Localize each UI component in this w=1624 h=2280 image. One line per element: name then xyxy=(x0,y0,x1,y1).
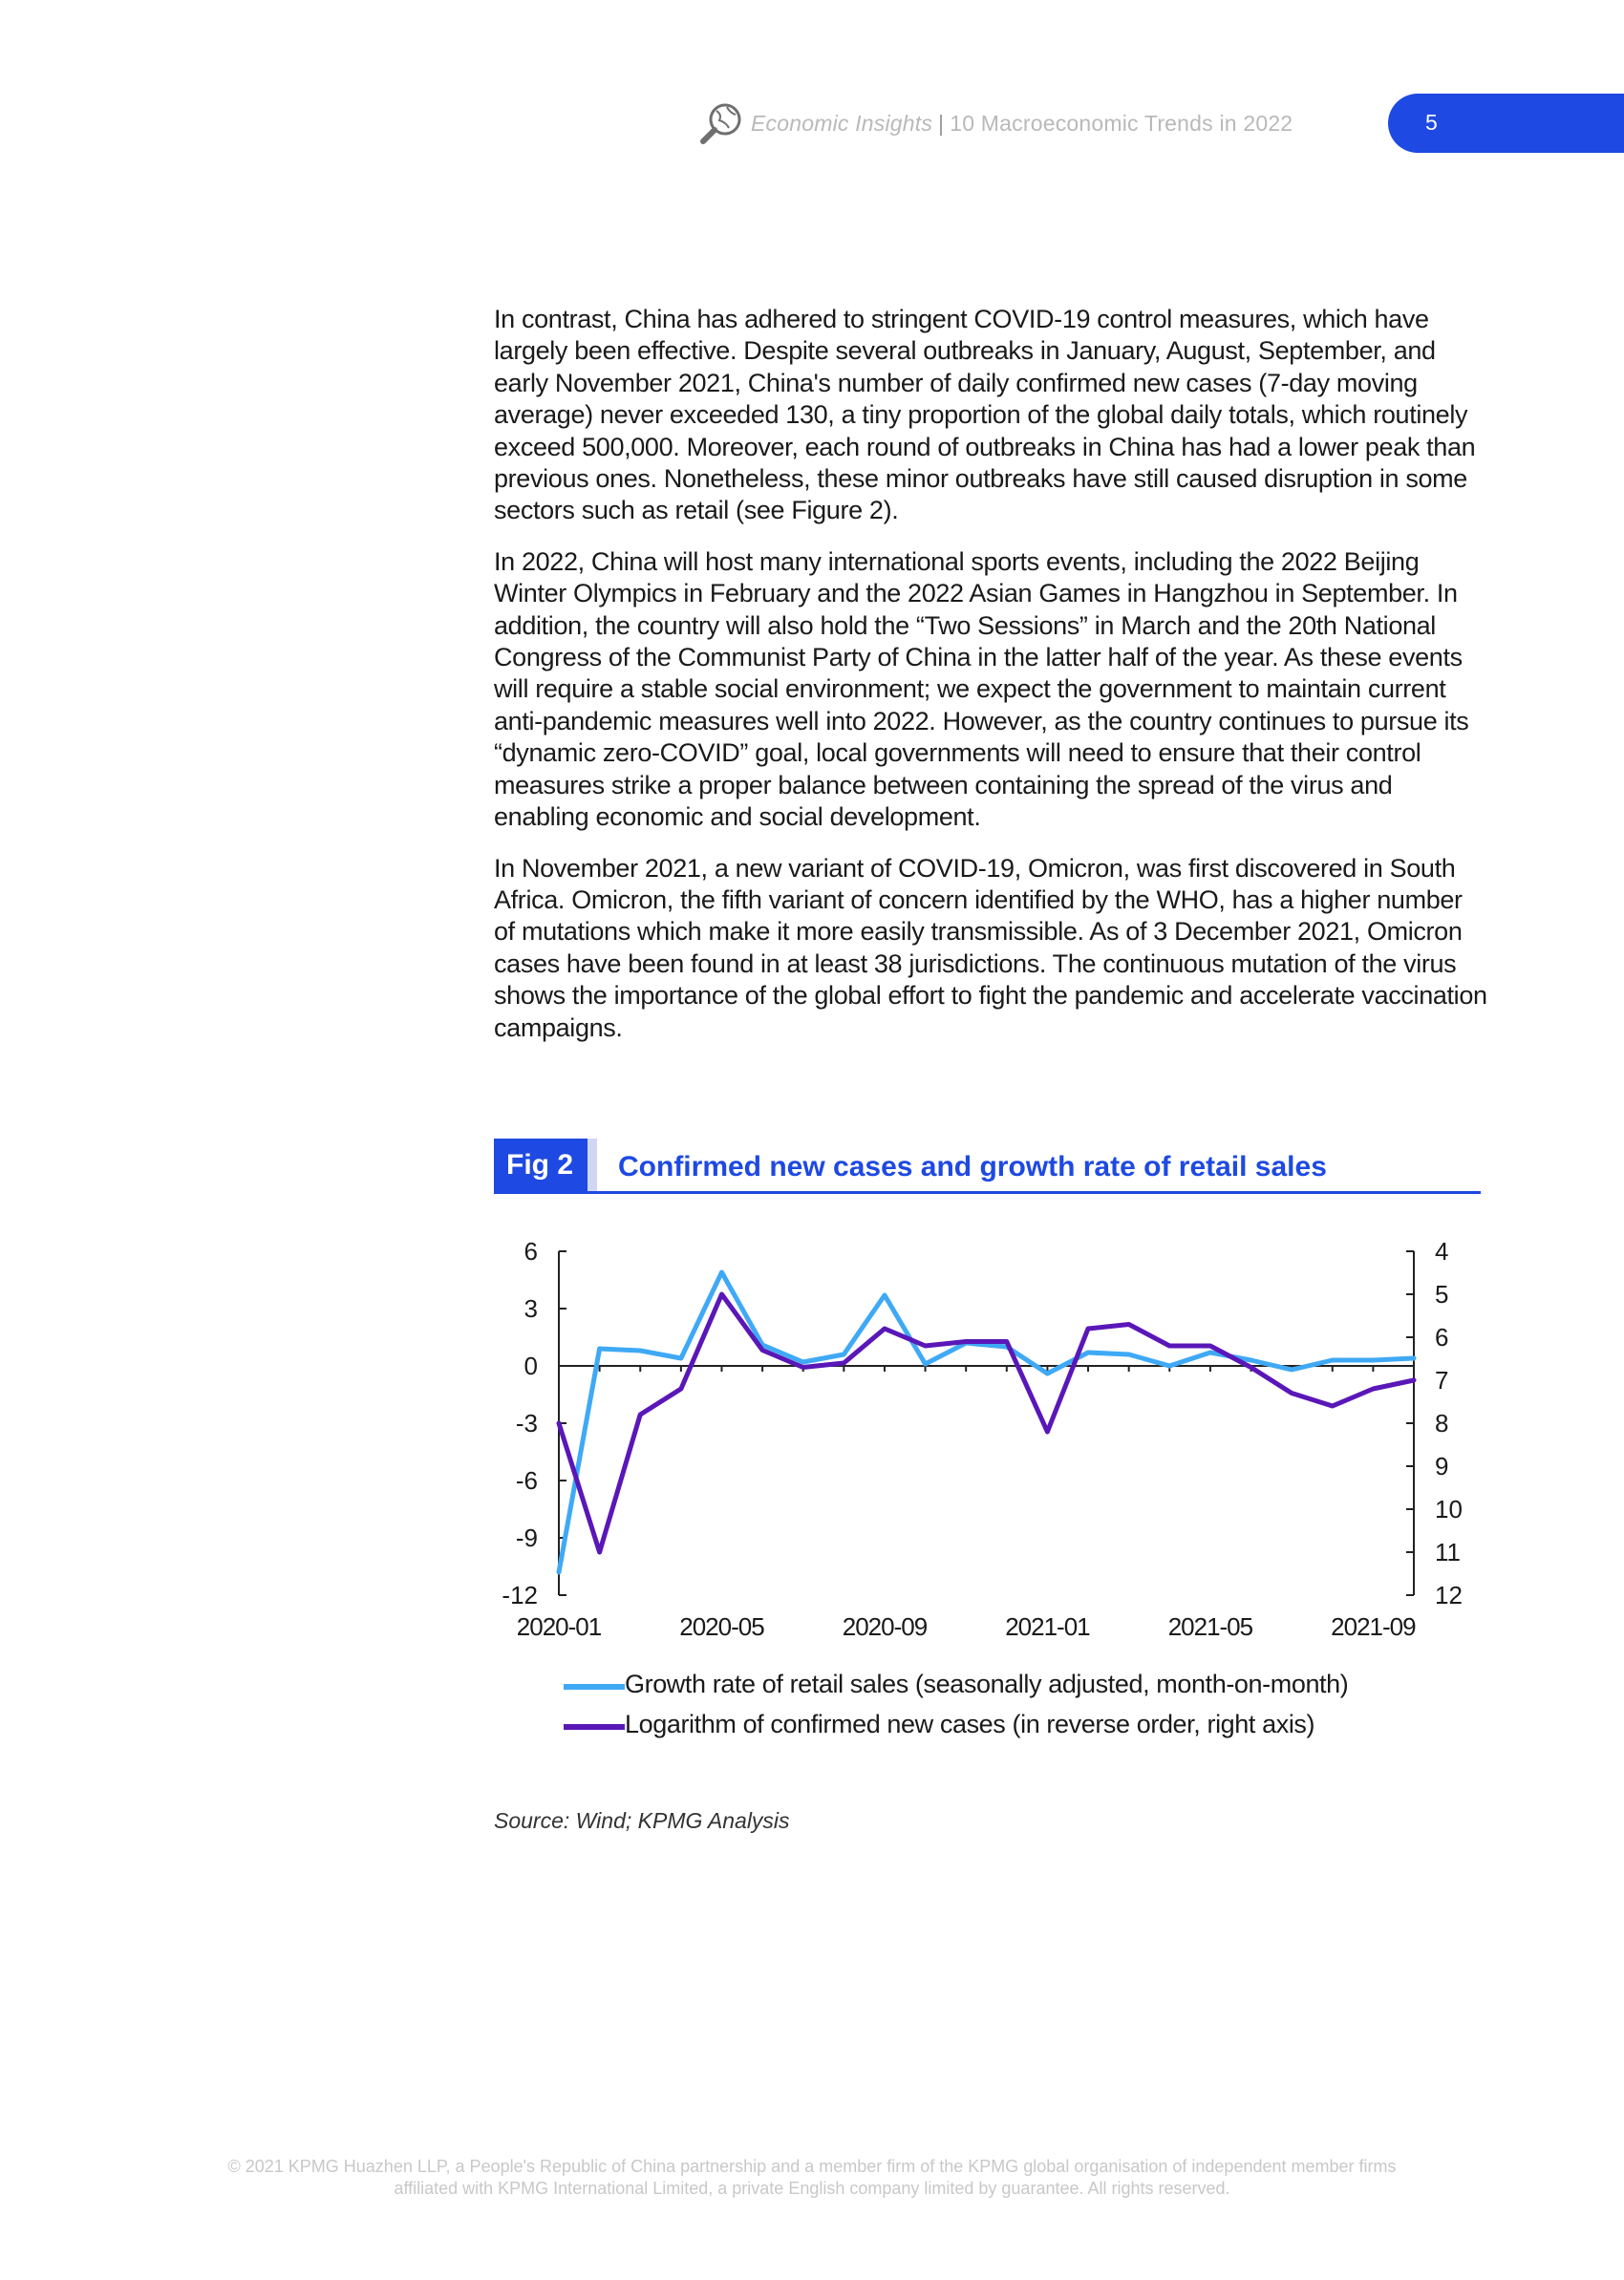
figure-rule xyxy=(494,1191,1481,1194)
paragraph: In contrast, China has adhered to stringent COVID-19 control measures, which have largely been effective. Despite several outbreaks in January, August, September, and early November 2021, China's number of daily confirmed new cases (7-day moving average) never exceeded 130, a tiny proportion of the global daily totals, which routinely exceed 500,000. Moreover, each round of outbreaks in China has had a lower peak than previous ones. Nonetheless, these minor outbreaks have still caused disruption in some sectors such as retail (see Figure 2). xyxy=(494,305,1476,525)
magnifier-globe-icon xyxy=(697,99,745,147)
figure-source: Source: Wind; KPMG Analysis xyxy=(494,1808,790,1833)
publication-name: Economic Insights xyxy=(751,111,933,136)
x-axis-tick-label: 2020-09 xyxy=(842,1612,928,1641)
legend-label: Growth rate of retail sales (seasonally adjusted, month-on-month) xyxy=(625,1670,1349,1698)
right-axis-tick-label: 11 xyxy=(1435,1538,1461,1566)
left-axis-tick-label: -3 xyxy=(515,1409,538,1438)
series-line xyxy=(559,1272,1414,1572)
page-footer xyxy=(0,2156,1624,2200)
right-axis-tick-label: 5 xyxy=(1435,1280,1449,1309)
left-axis-tick-label: 6 xyxy=(524,1237,538,1266)
legend-label: Logarithm of confirmed new cases (in reverse order, right axis) xyxy=(625,1710,1315,1738)
figure-title: Confirmed new cases and growth rate of retail sales xyxy=(618,1151,1327,1183)
page-number-badge xyxy=(1388,94,1624,153)
report-title: 10 Macroeconomic Trends in 2022 xyxy=(950,111,1293,136)
right-axis-tick-label: 6 xyxy=(1435,1323,1449,1352)
left-axis-tick-label: -9 xyxy=(515,1524,538,1552)
x-axis-tick-label: 2020-01 xyxy=(516,1612,602,1641)
right-axis-tick-label: 4 xyxy=(1435,1237,1449,1266)
header-text: Economic Insights | 10 Macroeconomic Trends in 2022 xyxy=(751,111,1293,136)
footer-line: affiliated with KPMG International Limited, a private English company limited by guarantee. All rights reserved. xyxy=(394,2179,1230,2198)
series-line xyxy=(559,1294,1414,1552)
left-axis-tick-label: 0 xyxy=(524,1352,538,1380)
footer-line: © 2021 KPMG Huazhen LLP, a People's Republic of China partnership and a member firm of the KPMG global organisation of independent member firms xyxy=(227,2157,1397,2176)
right-axis-tick-label: 9 xyxy=(1435,1452,1449,1481)
page-header xyxy=(688,94,1624,155)
figure-header xyxy=(494,1139,1481,1194)
legend-swatch xyxy=(564,1724,625,1730)
right-axis-tick-label: 10 xyxy=(1435,1495,1463,1524)
right-axis-tick-label: 8 xyxy=(1435,1409,1449,1438)
paragraph: In November 2021, a new variant of COVID-19, Omicron, was first discovered in South Africa. Omicron, the fifth variant of concern identified by the WHO, has a higher number of mutations which make it more easily transmissible. As of 3 December 2021, Omicron cases have been found in at least 38 jurisdictions. The continuous mutation of the virus shows the importance of the global effort to fight the pandemic and accelerate vaccination campaigns. xyxy=(494,853,1487,1042)
right-axis-tick-label: 7 xyxy=(1435,1366,1449,1395)
legend-swatch xyxy=(564,1684,625,1690)
figure-tag-accent xyxy=(588,1139,597,1192)
left-axis-tick-label: -12 xyxy=(502,1581,538,1609)
figure-tag-label: Fig 2 xyxy=(506,1149,574,1181)
left-axis-tick-label: 3 xyxy=(524,1294,538,1323)
paragraph: In 2022, China will host many international sports events, including the 2022 Beijing Winter Olympics in February and the 2022 Asian Games in Hangzhou in September. In addition, the country will also hold the “Two Sessions” in March and the 20th National Congress of the Communist Party of China in the latter half of the year. As these events will require a stable social environment; we expect the government to maintain current anti-pandemic measures well into 2022. However, as the country continues to pursue its “dynamic zero-COVID” goal, local governments will need to ensure that their control measures strike a proper balance between containing the spread of the virus and enabling economic and social development. xyxy=(494,546,1469,832)
x-axis-tick-label: 2021-05 xyxy=(1167,1612,1253,1641)
x-axis-tick-label: 2020-05 xyxy=(679,1612,764,1641)
x-axis-tick-label: 2021-01 xyxy=(1005,1612,1090,1641)
body-text xyxy=(494,304,1487,1063)
left-axis-tick-label: -6 xyxy=(515,1466,538,1495)
x-axis-tick-label: 2021-09 xyxy=(1331,1612,1416,1641)
right-axis-tick-label: 12 xyxy=(1435,1581,1463,1609)
page-number: 5 xyxy=(1425,110,1438,135)
